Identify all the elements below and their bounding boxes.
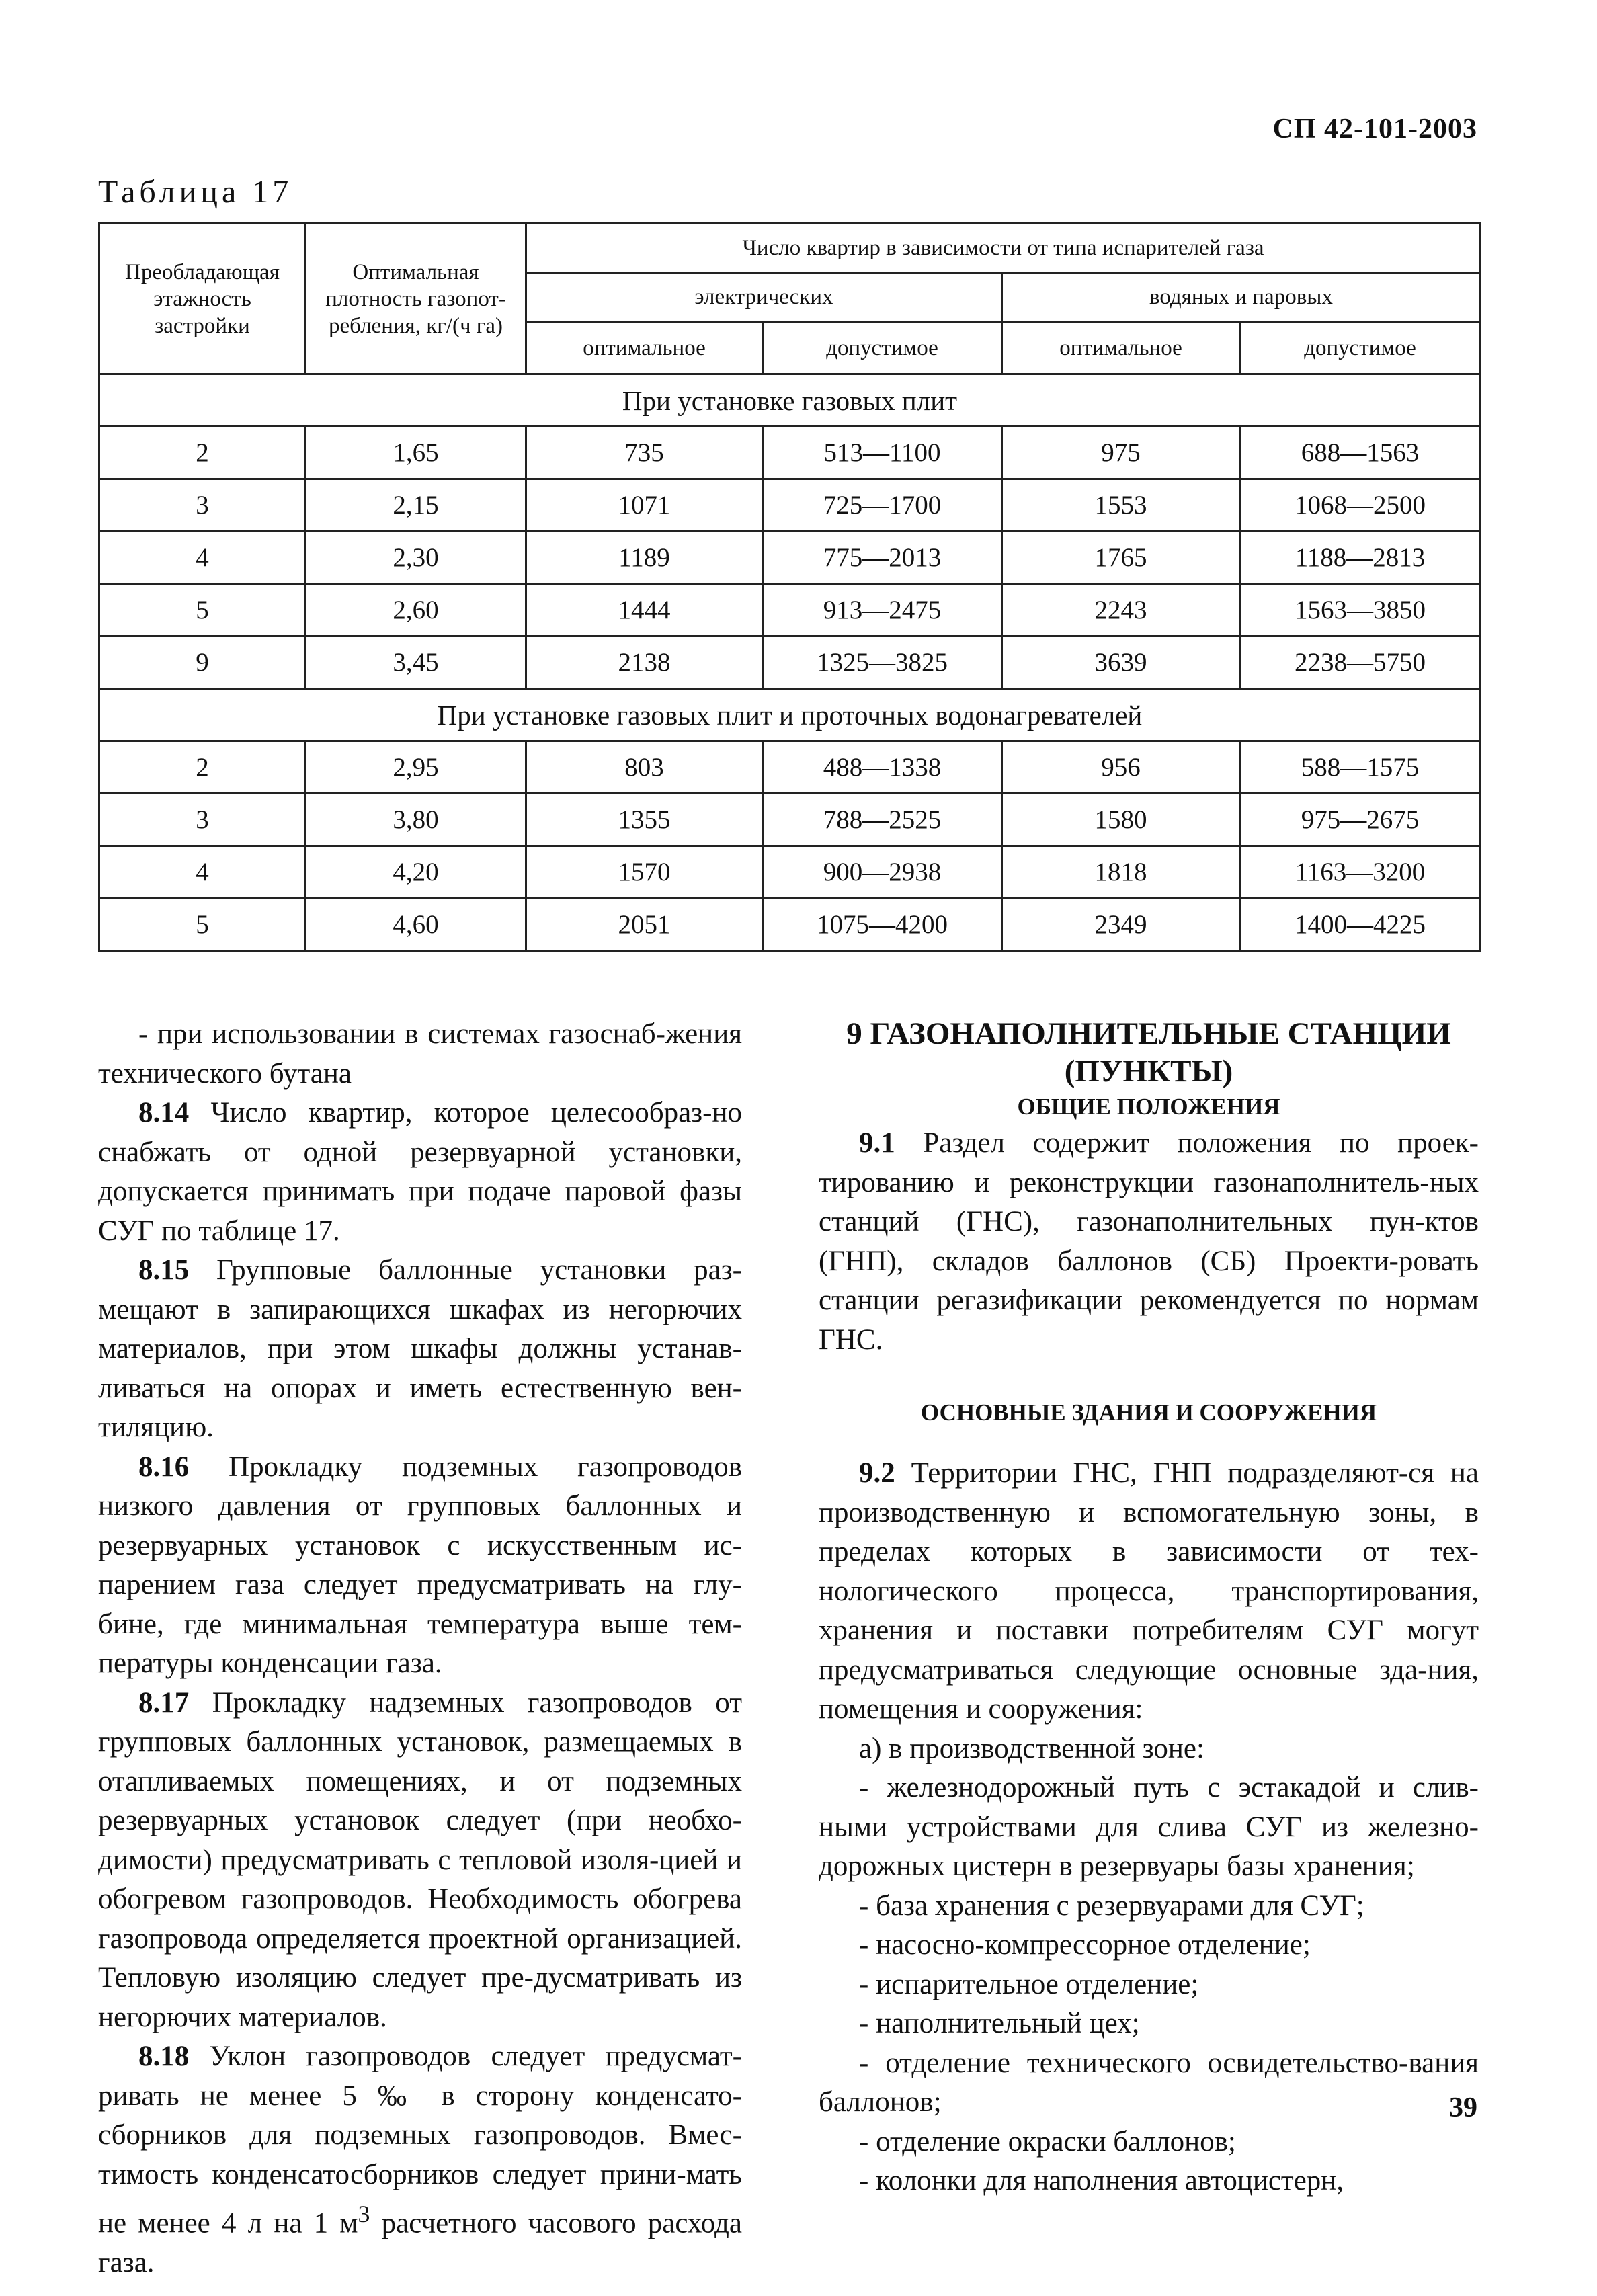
cell: 1553: [1002, 479, 1240, 532]
cell: 5: [99, 899, 306, 951]
cell: 2243: [1002, 584, 1240, 637]
clause-number: 8.17: [138, 1686, 190, 1719]
header-floors: Преобладающая этажность застройки: [99, 224, 306, 374]
cell: 1818: [1002, 846, 1240, 899]
cell: 4,60: [306, 899, 526, 951]
paragraph-8-14: [98, 1094, 742, 1251]
cell: 1444: [526, 584, 763, 637]
cell: 2,15: [306, 479, 526, 532]
table-row: [99, 637, 1481, 689]
cell: 9: [99, 637, 306, 689]
cell: 1075—4200: [763, 899, 1002, 951]
clause-text: Прокладку надземных газопроводов от групповых баллонных установок, размещаемых в отапливаемых помещениях, и от подземных резервуарных установок следует (при необхо-димости) предусматривать с тепловой изоля-цией и обогревом газопроводов. Необходимость обогрева газопровода определяется проектной организацией. Тепловую изоляцию следует пре-дусматривать из негорючих материалов.: [98, 1686, 743, 2033]
cell: 1563—3850: [1240, 584, 1481, 637]
cell: 1400—4225: [1240, 899, 1481, 951]
cell: 775—2013: [763, 532, 1002, 584]
list-item: - насосно-компрессорное отделение;: [859, 1929, 1311, 1961]
table-row: [99, 794, 1481, 846]
paragraph-8-18: [98, 2037, 742, 2283]
spacer: [819, 1360, 1479, 1396]
clause-number: 8.18: [138, 2041, 190, 2072]
cell: 913—2475: [763, 584, 1002, 637]
cell: 4: [99, 846, 306, 899]
cell: 1071: [526, 479, 763, 532]
cell: 513—1100: [763, 427, 1002, 479]
cell: 975—2675: [1240, 794, 1481, 846]
table-row: [99, 532, 1481, 584]
paragraph-8-15: [98, 1251, 742, 1448]
cell: 2,30: [306, 532, 526, 584]
cell: 956: [1002, 741, 1240, 794]
cell: 2,60: [306, 584, 526, 637]
cell: 4: [99, 532, 306, 584]
clause-text: Прокладку подземных газопроводов низкого давления от групповых баллонных и резервуарных установок с искусственным ис-парением газа следует предусматривать на глу-бине, где минимальная температура выше тем-пературы конденсации газа.: [98, 1450, 743, 1679]
left-column: [98, 1015, 742, 2283]
clause-number: 8.15: [138, 1254, 190, 1286]
list-item: - отделение окраски баллонов;: [859, 2125, 1236, 2158]
section-heading: 9 ГАЗОНАПОЛНИТЕЛЬНЫЕ СТАНЦИИ (ПУНКТЫ): [846, 1016, 1451, 1089]
clause-number: 9.2: [859, 1457, 895, 1489]
header-water-steam: водяных и паровых: [1002, 273, 1481, 322]
permille-sign: ‰: [378, 2080, 421, 2112]
subsection-heading-general: ОБЩИЕ ПОЛОЖЕНИЯ: [1017, 1094, 1280, 1120]
table-row: [99, 846, 1481, 899]
paragraph-butane: - при использовании в системах газоснаб-жения технического бутана: [98, 1018, 742, 1090]
cell: 5: [99, 584, 306, 637]
list-item: - наполнительный цех;: [859, 2008, 1140, 2039]
subsection-heading-buildings: ОСНОВНЫЕ ЗДАНИЯ И СООРУЖЕНИЯ: [920, 1399, 1377, 1426]
paragraph-8-16: [98, 1448, 742, 1684]
list-item: - база хранения с резервуарами для СУГ;: [859, 1889, 1364, 1922]
table-row: [99, 741, 1481, 794]
document-code: СП 42-101-2003: [1272, 114, 1477, 145]
header-density: Оптимальная плотность газопот-ребления, кг/(ч га): [306, 224, 526, 374]
right-column: [819, 1015, 1479, 2201]
header-water-optimal: оптимальное: [1002, 322, 1240, 374]
cell: 725—1700: [763, 479, 1002, 532]
clause-number: 9.1: [859, 1127, 895, 1159]
cell: 1188—2813: [1240, 532, 1481, 584]
cell: 3,80: [306, 794, 526, 846]
header-water-allowed: допустимое: [1240, 322, 1481, 374]
clause-text: Число квартир, которое целесообраз-но снабжать от одной резервуарной установки, допускается принимать при подаче паровой фазы СУГ по таблице 17.: [98, 1097, 742, 1247]
table-17: [98, 222, 1481, 952]
table-row: [99, 584, 1481, 637]
clause-text: Территории ГНС, ГНП подразделяют-ся на производственную и вспомогательную зоны, в пределах которых в зависимости от тех-нологического процесса, транспортирования, хранения и поставки потребителям СУГ могут предусматриваться следующие основные зда-ния, помещения и сооружения:: [819, 1457, 1479, 1725]
cell: 588—1575: [1240, 741, 1481, 794]
cell: 688—1563: [1240, 427, 1481, 479]
cell: 3,45: [306, 637, 526, 689]
cell: 3639: [1002, 637, 1240, 689]
clause-text: в сторону конденсато-сборников для подземных газопроводов. Вмес-тимость конденсатосборников следует прини-мать не менее 4 л на 1 м: [98, 2080, 743, 2240]
clause-text: расчетного часового расхода газа.: [98, 2207, 743, 2279]
clause-text: Раздел содержит положения по проек-тированию и реконструкции газонаполнитель-ных станций (ГНС), газонаполнительных пун-ктов (ГНП), складов баллонов (СБ) Проекти-ровать станции регазификации рекомендуется по нормам ГНС.: [819, 1127, 1479, 1356]
paragraph-8-17: [98, 1684, 742, 2038]
table-caption: Таблица 17: [98, 174, 293, 210]
cell: 4,20: [306, 846, 526, 899]
clause-number: 8.14: [138, 1097, 190, 1129]
clause-text: Уклон газопроводов следует предусмат-ривать не менее 5: [98, 2041, 742, 2112]
cell: 900—2938: [763, 846, 1002, 899]
section-title-stoves-heaters: При установке газовых плит и проточных водонагревателей: [99, 689, 1481, 741]
list-item: - железнодорожный путь с эстакадой и слив-ными устройствами для слива СУГ из железно-дорожных цистерн в резервуары базы хранения;: [819, 1772, 1479, 1882]
header-electric: электрических: [526, 273, 1002, 322]
list-item: - отделение технического освидетельство-вания баллонов;: [819, 2047, 1479, 2118]
section-title-stoves: При установке газовых плит: [99, 374, 1481, 427]
cell: 2349: [1002, 899, 1240, 951]
cell: 3: [99, 794, 306, 846]
page-number: 39: [1449, 2092, 1477, 2123]
cell: 1325—3825: [763, 637, 1002, 689]
cell: 1068—2500: [1240, 479, 1481, 532]
table-row: [99, 427, 1481, 479]
spacer: [819, 1430, 1479, 1454]
cell: 1580: [1002, 794, 1240, 846]
cell: 2,95: [306, 741, 526, 794]
cell: 2051: [526, 899, 763, 951]
table-row: [99, 479, 1481, 532]
cell: 1355: [526, 794, 763, 846]
cell: 2138: [526, 637, 763, 689]
cell: 1765: [1002, 532, 1240, 584]
cell: 735: [526, 427, 763, 479]
list-intro: а) в производственной зоне:: [859, 1732, 1204, 1764]
cell: 803: [526, 741, 763, 794]
cell: 2: [99, 427, 306, 479]
clause-text: Групповые баллонные установки раз-мещают в запирающихся шкафах из негорючих материалов, при этом шкафы должны устанав-ливаться на опорах и иметь естественную вен-тиляцию.: [98, 1254, 742, 1443]
superscript: 3: [358, 2201, 370, 2227]
list-item: - колонки для наполнения автоцистерн,: [859, 2165, 1344, 2197]
cell: 3: [99, 479, 306, 532]
paragraph-9-1: [819, 1124, 1479, 1360]
cell: 2: [99, 741, 306, 794]
cell: 2238—5750: [1240, 637, 1481, 689]
clause-number: 8.16: [138, 1450, 190, 1483]
cell: 1,65: [306, 427, 526, 479]
cell: 788—2525: [763, 794, 1002, 846]
cell: 1570: [526, 846, 763, 899]
header-electric-allowed: допустимое: [763, 322, 1002, 374]
cell: 1163—3200: [1240, 846, 1481, 899]
paragraph-9-2: [819, 1454, 1479, 1729]
cell: 1189: [526, 532, 763, 584]
header-apartments-group: Число квартир в зависимости от типа испарителей газа: [526, 224, 1481, 273]
header-electric-optimal: оптимальное: [526, 322, 763, 374]
table-row: [99, 899, 1481, 951]
cell: 975: [1002, 427, 1240, 479]
cell: 488—1338: [763, 741, 1002, 794]
list-item: - испарительное отделение;: [859, 1968, 1199, 2000]
